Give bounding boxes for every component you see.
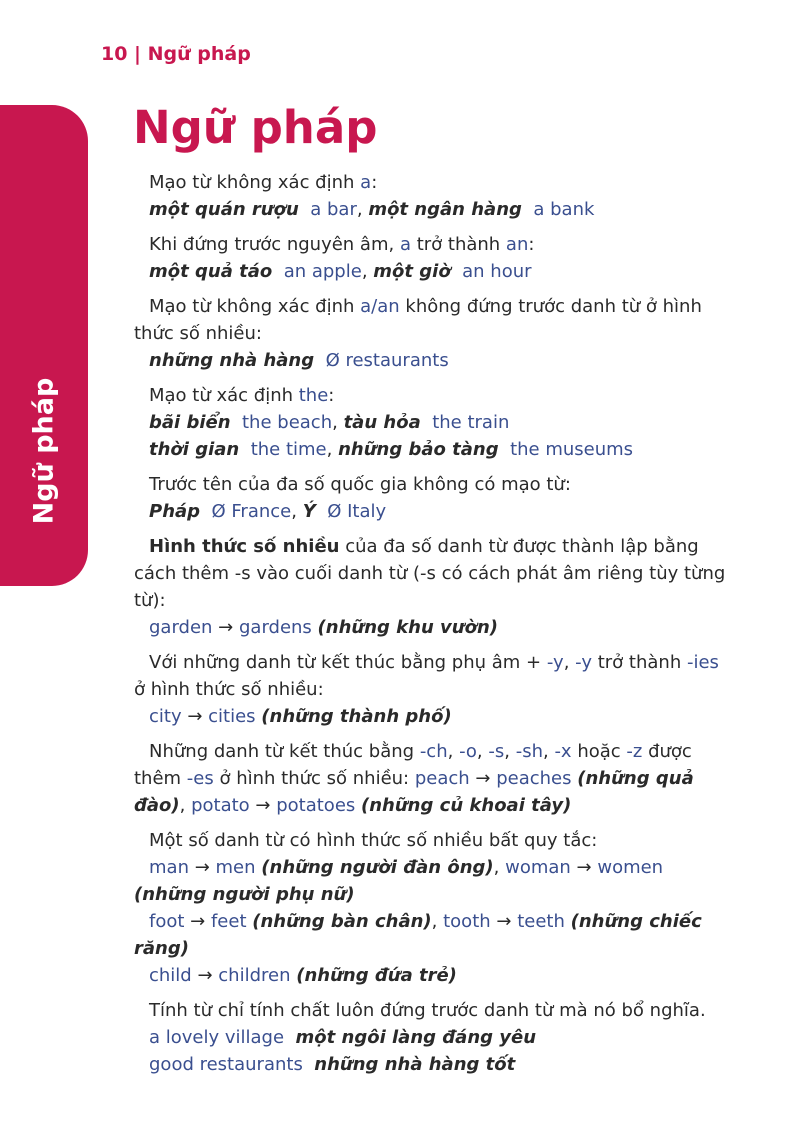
intro-paragraph: [134, 293, 734, 347]
keyword: -y: [546, 652, 564, 673]
keyword: an: [505, 234, 529, 255]
keyword: -s: [488, 741, 505, 762]
intro-text: của đa số danh từ được thành lập bằng cách thêm -s vào cuối danh từ (-s có cách phát âm riêng tùy từng từ):: [134, 536, 726, 611]
arrow-icon: →: [249, 795, 277, 816]
keyword: a: [399, 234, 411, 255]
en-text: the time: [250, 439, 327, 460]
punct: ,: [563, 652, 576, 673]
intro-text: không đứng trước danh từ ở hình thức số nhiều:: [134, 296, 702, 344]
example-line: [134, 962, 734, 989]
arrow-icon: →: [181, 706, 209, 727]
vi-text: (những người phụ nữ): [134, 884, 355, 905]
punct: :: [371, 172, 378, 193]
en-text: garden: [149, 617, 213, 638]
vi-text: (những củ khoai tây): [361, 795, 572, 816]
intro-paragraph: [134, 649, 734, 703]
en-text: foot: [149, 911, 185, 932]
keyword: -ies: [686, 652, 719, 673]
separator: ,: [431, 911, 444, 932]
en-text: city: [149, 706, 182, 727]
page-title: Ngữ pháp: [133, 101, 378, 154]
en-text: tooth: [443, 911, 491, 932]
bold-term: Hình thức số nhiều: [149, 536, 340, 557]
en-text: woman: [505, 857, 571, 878]
intro-text: hoặc: [571, 741, 627, 762]
section-y-to-ies: [134, 649, 734, 730]
example-line: [134, 614, 734, 641]
vi-text: bãi biển: [149, 412, 231, 433]
vi-text: một quả táo: [149, 261, 273, 282]
punct: :: [528, 234, 535, 255]
en-text: feet: [210, 911, 247, 932]
example-line: [134, 258, 734, 285]
keyword: a/an: [360, 296, 400, 317]
en-text: men: [215, 857, 256, 878]
intro-line: [134, 231, 734, 258]
keyword: the: [298, 385, 329, 406]
section-an-before-vowel: [134, 231, 734, 285]
en-text: an apple: [283, 261, 362, 282]
keyword: -es: [186, 768, 214, 789]
intro-line: [134, 169, 734, 196]
punct: ,: [542, 741, 555, 762]
section-adjective-position: [134, 997, 734, 1078]
intro-text: trở thành: [592, 652, 687, 673]
arrow-icon: →: [490, 911, 518, 932]
punct: :: [328, 385, 335, 406]
intro-text: Mạo từ xác định: [149, 385, 299, 406]
en-text: the beach: [242, 412, 333, 433]
en-text: the train: [432, 412, 510, 433]
en-text: teeth: [517, 911, 565, 932]
intro-paragraph: [134, 738, 734, 819]
en-text: Ø Italy: [327, 501, 387, 522]
intro-text: Với những danh từ kết thúc bằng phụ âm +: [149, 652, 547, 673]
section-no-article-plural: [134, 293, 734, 374]
punct: ,: [179, 795, 192, 816]
example-paragraph: [134, 854, 734, 908]
en-text: Ø France: [211, 501, 292, 522]
example-line: [134, 347, 734, 374]
intro-line: Một số danh từ có hình thức số nhiều bất quy tắc:: [149, 830, 598, 851]
example-line: [134, 1024, 734, 1051]
vi-text: một quán rượu: [149, 199, 299, 220]
intro-line: [134, 382, 734, 409]
separator: ,: [332, 412, 344, 433]
arrow-icon: →: [570, 857, 598, 878]
example-line: [134, 409, 734, 436]
keyword: -ch: [419, 741, 448, 762]
vi-text: một ngôi làng đáng yêu: [295, 1027, 537, 1048]
section-irregular-plurals: [134, 827, 734, 989]
vi-text: (những người đàn ông): [261, 857, 494, 878]
vi-text: một giờ: [373, 261, 451, 282]
vi-text: những nhà hàng tốt: [314, 1054, 516, 1075]
vi-text: Pháp: [149, 501, 201, 522]
example-line: [134, 196, 734, 223]
vi-text: (những chiếc răng): [134, 911, 702, 959]
en-text: potatoes: [276, 795, 356, 816]
keyword: -z: [626, 741, 643, 762]
en-text: a lovely village: [149, 1027, 285, 1048]
separator: ,: [361, 261, 374, 282]
keyword: -sh: [515, 741, 543, 762]
page-header: 10 | Ngữ pháp: [101, 43, 251, 65]
example-line: [134, 703, 734, 730]
separator: ,: [291, 501, 303, 522]
intro-text: ở hình thức số nhiều:: [134, 679, 324, 700]
arrow-icon: →: [184, 911, 211, 932]
en-text: a bank: [533, 199, 595, 220]
intro-text: trở thành: [410, 234, 506, 255]
section-country-names: [134, 471, 734, 525]
arrow-icon: →: [469, 768, 497, 789]
en-text: gardens: [238, 617, 312, 638]
en-text: Ø restaurants: [325, 350, 449, 371]
punct: ,: [476, 741, 489, 762]
keyword: a: [360, 172, 372, 193]
separator: ,: [356, 199, 369, 220]
en-text: potato: [191, 795, 250, 816]
side-tab: [0, 105, 88, 586]
keyword: -x: [554, 741, 572, 762]
en-text: peaches: [496, 768, 572, 789]
en-text: the museums: [510, 439, 634, 460]
arrow-icon: →: [188, 857, 216, 878]
intro-text: ở hình thức số nhiều:: [213, 768, 415, 789]
vi-text: (những bàn chân): [252, 911, 432, 932]
en-text: man: [149, 857, 189, 878]
example-line: [134, 436, 734, 463]
keyword: -y: [575, 652, 592, 673]
vi-text: một ngân hàng: [368, 199, 522, 220]
intro-line: Tính từ chỉ tính chất luôn đứng trước danh từ mà nó bổ nghĩa.: [149, 1000, 706, 1021]
vi-text: (những quả đào): [134, 768, 694, 816]
en-text: cities: [208, 706, 256, 727]
en-text: an hour: [462, 261, 532, 282]
en-text: peach: [414, 768, 470, 789]
en-text: child: [149, 965, 192, 986]
vi-text: những nhà hàng: [149, 350, 315, 371]
punct: ,: [447, 741, 460, 762]
intro-text: được thêm: [134, 741, 692, 789]
intro-text: Mạo từ không xác định: [149, 172, 361, 193]
intro-text: Những danh từ kết thúc bằng: [149, 741, 420, 762]
vi-text: những bảo tàng: [338, 439, 499, 460]
intro-paragraph: [134, 533, 734, 614]
section-plural-form: [134, 533, 734, 641]
vi-text: Ý: [302, 501, 316, 522]
section-es-plural: [134, 738, 734, 819]
section-indefinite-article: [134, 169, 734, 223]
vi-text: (những thành phố): [261, 706, 452, 727]
grammar-content: [134, 169, 734, 1086]
punct: ,: [504, 741, 516, 762]
intro-text: Khi đứng trước nguyên âm,: [149, 234, 400, 255]
keyword: -o: [459, 741, 477, 762]
example-line: [134, 1051, 734, 1078]
section-definite-article: [134, 382, 734, 463]
separator: ,: [326, 439, 339, 460]
arrow-icon: →: [191, 965, 219, 986]
en-text: women: [597, 857, 664, 878]
en-text: children: [218, 965, 291, 986]
intro-text: Mạo từ không xác định: [149, 296, 361, 317]
vi-text: (những khu vườn): [317, 617, 499, 638]
separator: ,: [493, 857, 506, 878]
intro-line: Trước tên của đa số quốc gia không có mạo từ:: [149, 474, 571, 495]
en-text: good restaurants: [149, 1054, 303, 1075]
vi-text: thời gian: [149, 439, 240, 460]
vi-text: (những đứa trẻ): [296, 965, 457, 986]
example-line: [134, 498, 734, 525]
vi-text: tàu hỏa: [343, 412, 421, 433]
en-text: a bar: [310, 199, 357, 220]
arrow-icon: →: [212, 617, 239, 638]
side-tab-label: Ngữ pháp: [28, 377, 60, 525]
example-paragraph: [134, 908, 734, 962]
